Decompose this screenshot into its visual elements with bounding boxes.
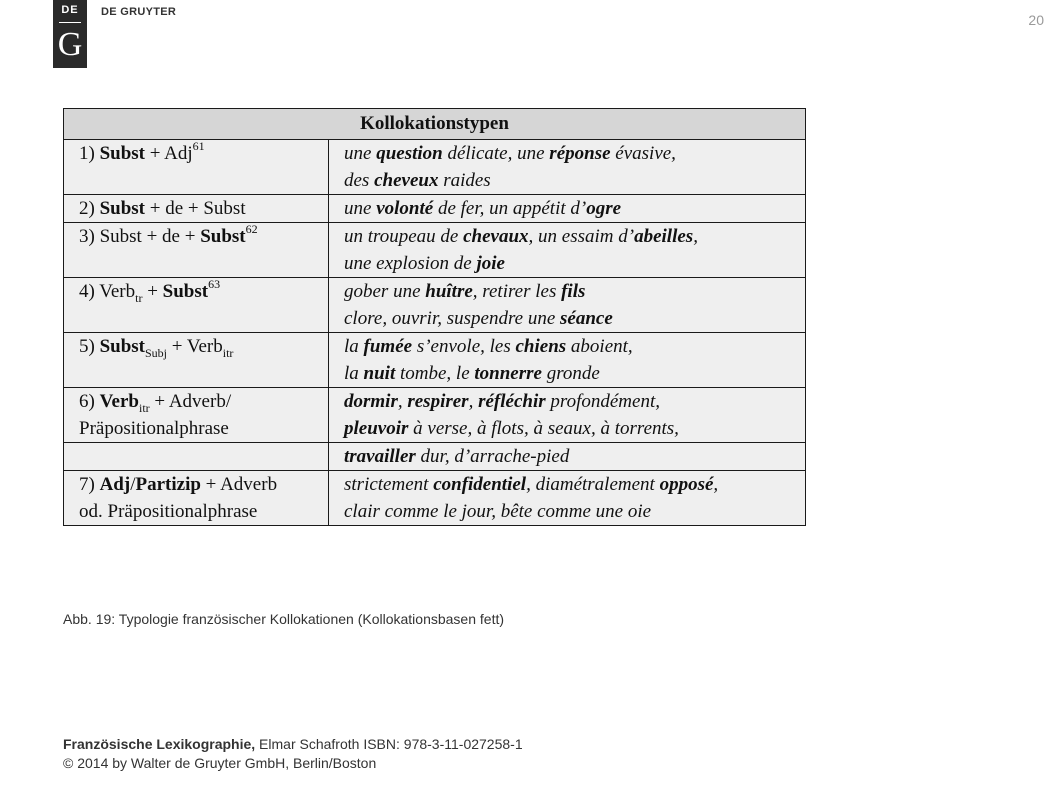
citation-line [63, 735, 523, 754]
logo-de-text: DE [61, 4, 79, 16]
publisher-name: DE GRUYTER [101, 6, 177, 18]
collocation-type-cell [64, 443, 329, 471]
de-gruyter-logo [53, 0, 87, 68]
table-row [64, 443, 806, 471]
book-details: Elmar Schafroth ISBN: 978-3-11-027258-1 [255, 736, 523, 752]
logo-divider [59, 22, 81, 23]
collocation-examples-cell: travailler dur, d’arrache-pied [329, 443, 806, 471]
collocation-type-cell: 6) Verb$_{itr}$ + Adverb/ Präpositionalphrase [64, 388, 329, 443]
table-row [64, 388, 806, 443]
table-row [64, 471, 806, 526]
collocation-type-cell: 1) Subst + Adj$^{61}$ [64, 140, 329, 195]
table-header-row [64, 109, 806, 140]
collocation-examples-cell: la fumée s’envole, les chiens aboient, la nuit tombe, le tonnerre gronde [329, 333, 806, 388]
table-row [64, 333, 806, 388]
table-row [64, 195, 806, 223]
figure-caption: Abb. 19: Typologie französischer Kollokationen (Kollokationsbasen fett) [63, 611, 505, 627]
collocation-type-cell: 3) Subst + de + Subst$^{62}$ [64, 223, 329, 278]
collocation-type-cell: 2) Subst + de + Subst [64, 195, 329, 223]
collocation-type-cell: 7) Adj/Partizip + Adverb od. Präpositionalphrase [64, 471, 329, 526]
table-title: Kollokationstypen [64, 109, 806, 140]
collocation-examples-cell: une question délicate, une réponse évasive, des cheveux raides [329, 140, 806, 195]
collocation-type-cell: 4) Verb$_{tr}$ + Subst$^{63}$ [64, 278, 329, 333]
collocation-type-cell: 5) Subst$_{Subj}$ + Verb$_{itr}$ [64, 333, 329, 388]
collocation-examples-cell: une volonté de fer, un appétit d’ogre [329, 195, 806, 223]
table-row [64, 223, 806, 278]
copyright-line: © 2014 by Walter de Gruyter GmbH, Berlin/Boston [63, 755, 377, 771]
table-body [64, 140, 806, 526]
page-number: 20 [1028, 12, 1044, 28]
table-row [64, 278, 806, 333]
collocation-examples-cell: dormir, respirer, réfléchir profondément, pleuvoir à verse, à flots, à seaux, à torrents, [329, 388, 806, 443]
collocation-examples-cell: strictement confidentiel, diamétralement opposé, clair comme le jour, bête comme une oie [329, 471, 806, 526]
logo-g-letter: G [57, 26, 83, 63]
table-row [64, 140, 806, 195]
collocation-examples-cell: un troupeau de chevaux, un essaim d’abeilles, une explosion de joie [329, 223, 806, 278]
collocation-examples-cell: gober une huître, retirer les fils clore, ouvrir, suspendre une séance [329, 278, 806, 333]
collocation-types-figure [63, 108, 805, 526]
page-footer [63, 735, 523, 773]
book-title: Französische Lexikographie, [63, 736, 256, 752]
collocation-types-table [63, 108, 806, 526]
